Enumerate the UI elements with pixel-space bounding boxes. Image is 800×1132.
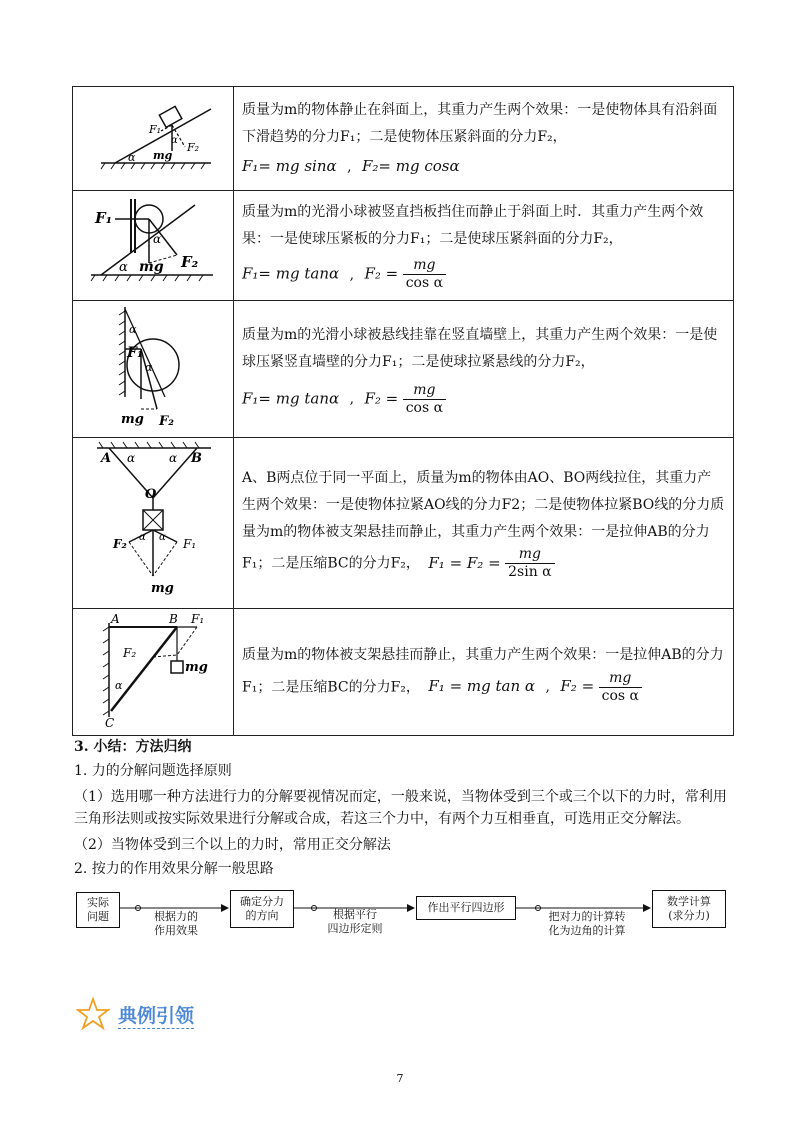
formula-f1: F₁= mg tanα [242, 389, 340, 407]
figure-label: C [105, 716, 115, 730]
figure-label: F₁ [127, 345, 144, 361]
flow-box-math-calculation: 数学计算 (求分力) [652, 890, 726, 928]
figure-label: α [171, 135, 178, 146]
fraction-numerator: mg [599, 670, 642, 688]
explanation-text: 质量为m的光滑小球被悬线挂靠在竖直墙壁上，其重力产生两个效果：一是使球压紧竖直墙壁的分力F₁；二是使球拉紧悬线的分力F₂， [242, 326, 718, 370]
explanation-cell: 质量为m的物体静止在斜面上，其重力产生两个效果：一是使物体具有沿斜面下滑趋势的分力F₁；二是使物体压紧斜面的分力F₂， F₁= mg sinα , F₂= mg cosα [234, 87, 734, 191]
formula-f2-lhs: F₂ = [364, 389, 399, 407]
flow-box-determine-direction: 确定分力 的方向 [230, 890, 294, 928]
fraction-denominator: cos α [601, 687, 639, 704]
figure-label: A [101, 451, 112, 466]
figure-label: α [139, 532, 146, 543]
fraction-numerator: mg [403, 257, 446, 275]
summary-heading: 3. 小结：方法归纳 [74, 739, 192, 755]
figure-cell [73, 301, 234, 438]
explanation-text: 质量为m的光滑小球被竖直挡板挡住而静止于斜面上时．其重力产生两个效果：一是使球压紧板的分力F₁；二是使球压紧斜面的分力F₂， [242, 204, 704, 247]
flow-label-by-effect: 根据力的 作用效果 [154, 910, 198, 937]
figure-label: mg [139, 259, 164, 275]
explanation-text: 质量为m的物体静止在斜面上，其重力产生两个效果：一是使物体具有沿斜面下滑趋势的分力F₁；二是使物体压紧斜面的分力F₂， [242, 101, 718, 145]
flow-box-actual-problem: 实际 问题 [76, 892, 120, 928]
ball-plate-incline-figure [73, 191, 233, 296]
example-header-title: 典例引领 [118, 1005, 195, 1027]
formula-f2: F₂= mg cosα [362, 156, 460, 175]
formula-f1: F₁= mg tanα [242, 264, 340, 283]
fraction-denominator: cos α [405, 275, 444, 291]
formula-fraction [403, 257, 446, 292]
fraction-denominator: cos α [405, 399, 444, 416]
figure-label: F₂ [181, 253, 199, 271]
table-row [73, 438, 734, 609]
header-underline [118, 1028, 194, 1029]
explanation-text: A、B两点位于同一平面上，质量为m的物体由AO、BO两线拉住，其重力产生两个效果：一是使物体拉紧AO线的分力F2；二是使物体拉紧BO线的分力质量为m的物体被支架悬挂而静止，其重力产生两个效果：一是拉伸AB的分力F₁；二是压缩BC的分力F₂， [242, 470, 725, 572]
formula-f2-lhs: F₂ = [364, 264, 399, 283]
formula-lhs: F₁ = F₂ = [428, 553, 501, 572]
explanation-text: 质量为m的物体被支架悬挂而静止，其重力产生两个效果：一是拉伸AB的分力F₁；二是压缩BC的分力F₂， [242, 646, 724, 695]
example-section-header [74, 995, 274, 1035]
figure-label: F₁ [95, 209, 113, 227]
decomposition-flowchart [72, 890, 732, 940]
table-row [73, 87, 734, 191]
figure-label: mg [121, 412, 144, 427]
figure-cell [73, 609, 234, 736]
formula-fraction [403, 382, 446, 417]
figure-label: α [159, 532, 166, 543]
figure-label: α [153, 232, 162, 246]
explanation-cell [234, 438, 734, 609]
figure-label: α [145, 361, 153, 374]
figure-label: F₂ [187, 141, 200, 154]
figure-label: mg [153, 149, 173, 162]
summary-paragraph-2: （2）当物体受到三个以上的力时，常用正交分解法 [74, 837, 391, 853]
figure-label: F₁ [149, 123, 162, 136]
figure-label: A [111, 612, 120, 626]
fraction-numerator: mg [505, 546, 555, 564]
formula-f1: F₁= mg sinα [242, 156, 337, 175]
figure-label: α [129, 323, 137, 336]
explanation-cell: 质量为m的光滑小球被竖直挡板挡住而静止于斜面上时．其重力产生两个效果：一是使球压紧板的分力F₁；二是使球压紧斜面的分力F₂， F₁= mg tanα , F₂ = $\frac{mg}{\text{cos α}}$ [234, 191, 734, 301]
fraction-numerator: mg [403, 382, 446, 400]
summary-item-1: 1. 力的分解问题选择原则 [74, 763, 232, 779]
formula-fraction [599, 670, 642, 705]
figure-label: F₂ [113, 537, 127, 551]
force-decomposition-table [72, 86, 734, 736]
figure-label: F₁ [183, 537, 197, 551]
flow-label-parallelogram-rule: 根据平行 四边形定则 [327, 908, 383, 935]
figure-label: F₁ [191, 612, 205, 626]
ball-wall-string-figure [73, 301, 233, 433]
table-row [73, 609, 734, 736]
page-number: 7 [396, 1072, 404, 1085]
table-row [73, 301, 734, 438]
figure-cell [73, 191, 234, 301]
figure-label: B [191, 451, 202, 466]
flow-label-convert-calculation: 把对力的计算转 化为边角的计算 [548, 910, 626, 937]
figure-label: α [115, 679, 123, 692]
incline-block-figure [73, 87, 233, 186]
flow-box-draw-parallelogram: 作出平行四边形 [416, 896, 516, 920]
figure-label: F₂ [123, 646, 137, 660]
figure-label: mg [151, 581, 174, 596]
figure-label: mg [185, 660, 208, 675]
figure-label: α [119, 260, 128, 275]
figure-label: α [128, 151, 136, 164]
two-strings-suspended-figure [73, 438, 233, 604]
formula-f1: F₁ = mg tan α [428, 677, 536, 695]
explanation-cell: 质量为m的物体被支架悬挂而静止，其重力产生两个效果：一是拉伸AB的分力F₁；二是压缩BC的分力F₂， F₁ = mg tan α , F₂ = $\frac{mg}{\text{cos α}}$ [234, 609, 734, 736]
bracket-suspended-figure [73, 609, 233, 731]
star-icon [76, 997, 110, 1031]
summary-paragraph-1: （1）选用哪一种方法进行力的分解要视情况而定，一般来说，当物体受到三个或三个以下的力时，常利用三角形法则或按实际效果进行分解或合成，若这三个力中，有两个力互相垂直，可选用正交分解法。 [74, 789, 727, 827]
figure-cell [73, 438, 234, 609]
table-row [73, 191, 734, 301]
explanation-cell: 质量为m的光滑小球被悬线挂靠在竖直墙壁上，其重力产生两个效果：一是使球压紧竖直墙壁的分力F₁；二是使球拉紧悬线的分力F₂， F₁= mg tanα , F₂ = $\frac{mg}{\text{cos α}}$ [234, 301, 734, 438]
figure-cell [73, 87, 234, 191]
figure-label: α [127, 451, 136, 465]
figure-label: α [169, 451, 178, 465]
formula-f2-lhs: F₂ = [560, 677, 595, 695]
figure-label: B [169, 612, 178, 626]
figure-label: F₂ [159, 414, 174, 429]
formula-fraction [505, 546, 555, 581]
figure-label: O [145, 487, 157, 502]
fraction-denominator: 2sin α [508, 564, 552, 580]
summary-item-2: 2. 按力的作用效果分解一般思路 [74, 861, 274, 877]
